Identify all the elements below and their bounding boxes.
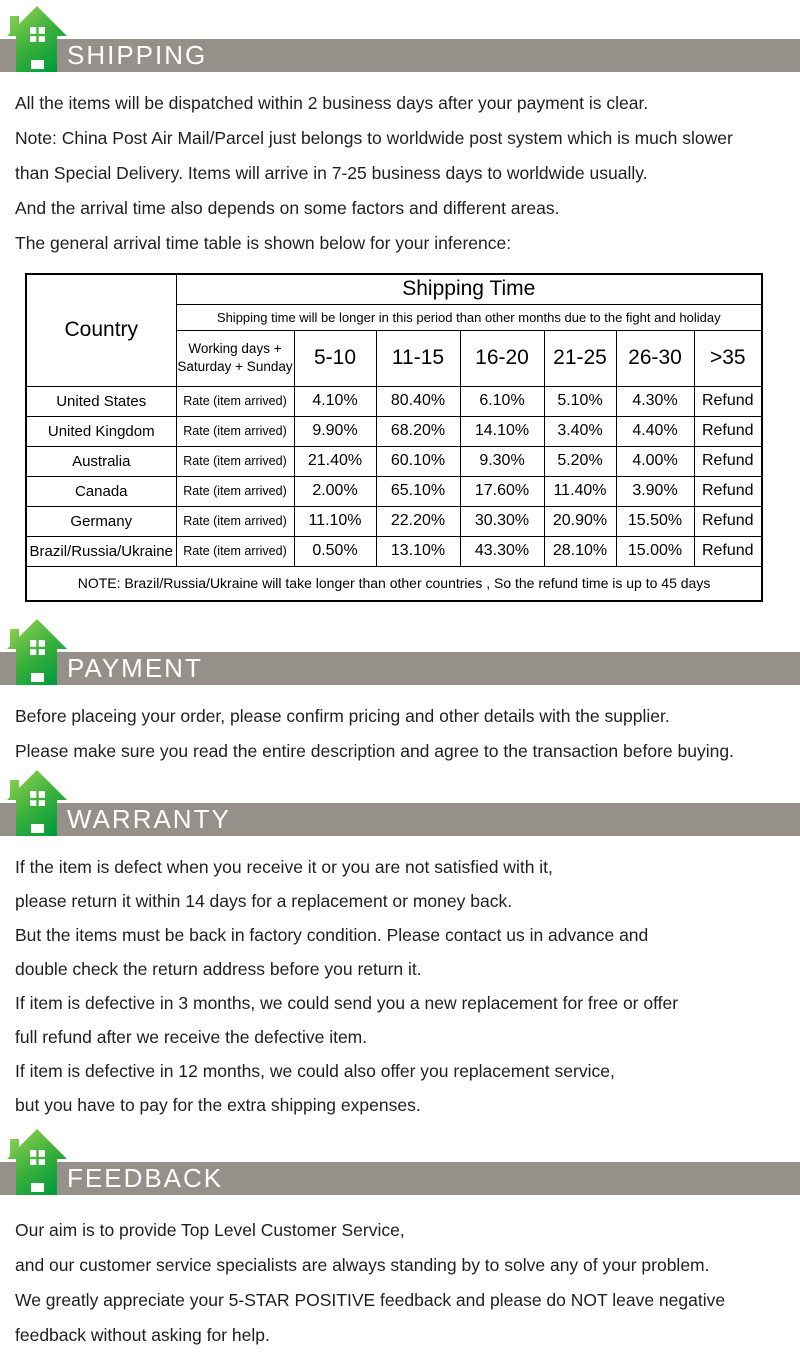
rate-label-cell: Rate (item arrived): [176, 506, 294, 536]
rate-value-cell: 21.40%: [294, 446, 376, 476]
paragraph-line: But the items must be back in factory condition. Please contact us in advance and: [15, 924, 649, 945]
rate-value-cell: 80.40%: [376, 386, 460, 416]
table-working-days-header: Working days + Saturday + Sunday: [176, 330, 294, 386]
rate-value-cell: 28.10%: [544, 536, 616, 566]
shipping-paragraph: [0, 72, 800, 261]
payment-paragraph: [0, 685, 800, 769]
rate-value-cell: 3.40%: [544, 416, 616, 446]
country-cell: United Kingdom: [26, 416, 176, 446]
table-note: NOTE: Brazil/Russia/Ukraine will take longer than other countries , So the refund time is up to 45 days: [26, 566, 762, 601]
rate-value-cell: Refund: [694, 416, 762, 446]
country-cell: Australia: [26, 446, 176, 476]
rate-value-cell: 14.10%: [460, 416, 544, 446]
paragraph-line: please return it within 14 days for a replacement or money back.: [15, 890, 513, 911]
rate-value-cell: 4.00%: [616, 446, 694, 476]
table-corner-header: Country: [26, 274, 176, 386]
rate-value-cell: Refund: [694, 506, 762, 536]
paragraph-line: Our aim is to provide Top Level Customer Service,: [15, 1219, 405, 1240]
paragraph-line: and our customer service specialists are always standing by to solve any of your problem.: [15, 1254, 710, 1275]
paragraph-line: feedback without asking for help.: [15, 1324, 270, 1345]
section-warranty: [0, 769, 800, 1122]
rate-value-cell: 68.20%: [376, 416, 460, 446]
rate-value-cell: Refund: [694, 476, 762, 506]
rate-value-cell: 9.30%: [460, 446, 544, 476]
house-icon: [6, 618, 68, 690]
section-payment: [0, 618, 800, 769]
feedback-paragraph: [0, 1195, 800, 1353]
section-title: WARRANTY: [67, 803, 231, 834]
feedback-section-header: [0, 1128, 800, 1195]
paragraph-line: All the items will be dispatched within 2 business days after your payment is clear.: [15, 93, 649, 113]
rate-value-cell: 30.30%: [460, 506, 544, 536]
table-row: [26, 416, 762, 446]
rate-value-cell: 3.90%: [616, 476, 694, 506]
section-title: PAYMENT: [67, 652, 203, 683]
paragraph-line: If item is defective in 3 months, we could send you a new replacement for free or offer: [15, 992, 679, 1013]
section-title: SHIPPING: [67, 40, 208, 70]
table-main-header: Shipping Time: [176, 274, 762, 304]
warranty-paragraph: [0, 836, 800, 1122]
house-icon: [6, 1128, 68, 1200]
rate-value-cell: 11.40%: [544, 476, 616, 506]
rate-value-cell: 5.20%: [544, 446, 616, 476]
payment-section-header: [0, 618, 800, 685]
rate-value-cell: 5.10%: [544, 386, 616, 416]
rate-label-cell: Rate (item arrived): [176, 386, 294, 416]
country-cell: United States: [26, 386, 176, 416]
rate-value-cell: 11.10%: [294, 506, 376, 536]
paragraph-line: Note: China Post Air Mail/Parcel just belongs to worldwide post system which is much slower: [15, 128, 733, 148]
table-row: [26, 476, 762, 506]
house-icon: [6, 5, 68, 77]
range-header: >35: [694, 330, 762, 386]
rate-value-cell: 6.10%: [460, 386, 544, 416]
country-cell: Germany: [26, 506, 176, 536]
rate-value-cell: Refund: [694, 446, 762, 476]
rate-value-cell: 15.00%: [616, 536, 694, 566]
paragraph-line: but you have to pay for the extra shipping expenses.: [15, 1094, 421, 1115]
rate-value-cell: 65.10%: [376, 476, 460, 506]
paragraph-line: If the item is defect when you receive it or you are not satisfied with it,: [15, 856, 553, 877]
paragraph-line: double check the return address before you return it.: [15, 958, 422, 979]
range-header: 21-25: [544, 330, 616, 386]
paragraph-line: than Special Delivery. Items will arrive in 7-25 business days to worldwide usually.: [15, 163, 648, 183]
rate-value-cell: 60.10%: [376, 446, 460, 476]
table-note-row: [26, 566, 762, 601]
country-cell: Canada: [26, 476, 176, 506]
rate-label-cell: Rate (item arrived): [176, 536, 294, 566]
rate-value-cell: 4.30%: [616, 386, 694, 416]
rate-value-cell: 0.50%: [294, 536, 376, 566]
range-header: 5-10: [294, 330, 376, 386]
rate-label-cell: Rate (item arrived): [176, 476, 294, 506]
rate-value-cell: 2.00%: [294, 476, 376, 506]
paragraph-line: We greatly appreciate your 5-STAR POSITIVE feedback and please do NOT leave negative: [15, 1289, 726, 1310]
rate-label-cell: Rate (item arrived): [176, 446, 294, 476]
rate-value-cell: 22.20%: [376, 506, 460, 536]
rate-value-cell: 17.60%: [460, 476, 544, 506]
rate-value-cell: 15.50%: [616, 506, 694, 536]
paragraph-line: The general arrival time table is shown below for your inference:: [15, 233, 512, 253]
section-title: FEEDBACK: [67, 1162, 224, 1193]
paragraph-line: Before placeing your order, please confirm pricing and other details with the supplier.: [15, 705, 670, 726]
table-row: [26, 446, 762, 476]
table-row: [26, 386, 762, 416]
rate-value-cell: 20.90%: [544, 506, 616, 536]
range-header: 26-30: [616, 330, 694, 386]
paragraph-line: Please make sure you read the entire description and agree to the transaction before buying.: [15, 740, 734, 761]
warranty-section-header: [0, 769, 800, 836]
range-header: 11-15: [376, 330, 460, 386]
rate-value-cell: 4.40%: [616, 416, 694, 446]
rate-value-cell: Refund: [694, 536, 762, 566]
section-feedback: [0, 1128, 800, 1353]
paragraph-line: And the arrival time also depends on some factors and different areas.: [15, 198, 560, 218]
table-row: [26, 506, 762, 536]
paragraph-line: If item is defective in 12 months, we could also offer you replacement service,: [15, 1060, 615, 1081]
rate-value-cell: 4.10%: [294, 386, 376, 416]
section-shipping: [0, 5, 800, 602]
rate-value-cell: Refund: [694, 386, 762, 416]
paragraph-line: full refund after we receive the defective item.: [15, 1026, 368, 1047]
shipping-section-header: [0, 5, 800, 72]
rate-label-cell: Rate (item arrived): [176, 416, 294, 446]
house-icon: [6, 769, 68, 841]
rate-value-cell: 9.90%: [294, 416, 376, 446]
rate-value-cell: 13.10%: [376, 536, 460, 566]
rate-value-cell: 43.30%: [460, 536, 544, 566]
country-cell: Brazil/Russia/Ukraine: [26, 536, 176, 566]
table-row: [26, 536, 762, 566]
range-header: 16-20: [460, 330, 544, 386]
shipping-time-table: [25, 273, 763, 602]
table-sub-header: Shipping time will be longer in this period than other months due to the fight and holiday: [176, 304, 762, 330]
